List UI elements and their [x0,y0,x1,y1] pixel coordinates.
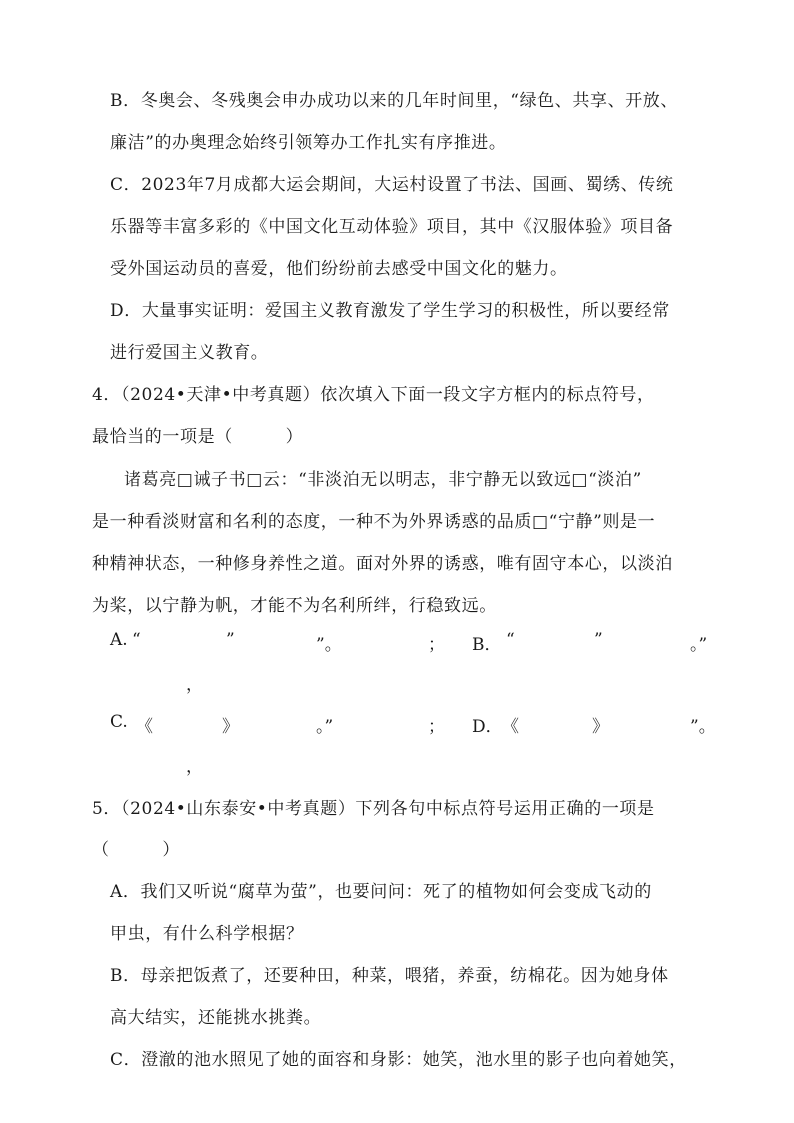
q4-option-d-label: D． [472,717,503,737]
q4-option-c-mark: 。” [316,717,334,737]
q5-option-b-line2: 高大结实，还能挑水挑粪。 [110,1008,322,1028]
q4-passage-line2: 是一种看淡财富和名利的态度，一种不为外界诱惑的品质□“宁静”则是一 [92,512,656,532]
q4-passage-line1: 诸葛亮□诫子书□云：“非淡泊无以明志，非宁静无以致远□“淡泊” [124,470,642,490]
q4-option-d-mark: 》 [592,717,609,737]
q5-option-b-line1: B．母亲把饭煮了，还要种田，种菜，喂猪，养蚕，纺棉花。因为她身体 [110,966,669,986]
q4-option-d-mark: 《 [502,717,519,737]
q3-option-d-line1: D．大量事实证明：爱国主义教育激发了学生学习的积极性，所以要经常 [110,301,670,321]
q4-option-c-mark: 《 [136,717,153,737]
q3-option-d-line2: 进行爱国主义教育。 [110,343,269,363]
q4-option-b-mark: 。” [690,635,708,655]
q4-stem-line1: 4．（2024•天津•中考真题）依次填入下面一段文字方框内的标点符号， [92,385,655,405]
q4-option-c-label: C. [110,712,128,732]
q4-option-a-mark: ； [428,635,445,655]
q4-option-b-mark: ” [594,630,603,650]
q4-passage-line3: 种精神状态，一种修身养性之道。面对外界的诱惑，唯有固守本心，以淡泊 [92,554,673,574]
q4-option-a-comma: ， [186,675,203,695]
q4-stem-line2: 最恰当的一项是（ ） [92,427,304,447]
q3-option-c-line1: C．2023年7月成都大运会期间，大运村设置了书法、国画、蜀绣、传统 [110,175,674,195]
q4-option-b-mark: “ [506,630,515,650]
q5-stem-line1: 5．（2024•山东泰安•中考真题）下列各句中标点符号运用正确的一项是 [92,799,655,819]
q3-option-c-line2: 乐器等丰富多彩的《中国文化互动体验》项目，其中《汉服体验》项目备 [110,217,674,237]
q5-option-a-line1: A．我们又听说“腐草为萤”，也要问问：死了的植物如何会变成飞动的 [110,882,652,902]
q4-option-a-mark: ” [226,630,235,650]
q4-option-c-mark: ； [428,717,445,737]
q3-option-c-line3: 受外国运动员的喜爱，他们纷纷前去感受中国文化的魅力。 [110,259,568,279]
q5-option-a-line2: 甲虫，有什么科学根据？ [110,924,304,944]
q5-option-c-line1: C．澄澈的池水照见了她的面容和身影：她笑，池水里的影子也向着她笑， [110,1050,687,1070]
q4-option-b-label: B． [472,635,502,655]
q4-option-c-comma: ， [186,757,203,777]
q4-option-a-label: A. [110,630,128,650]
q4-option-a-mark: “ [132,630,141,650]
q4-option-d-mark: ”。 [690,717,716,737]
q3-option-b-line1: B．冬奥会、冬残奥会申办成功以来的几年时间里，“绿色、共享、开放、 [110,91,678,111]
q4-option-c-mark: 》 [222,717,239,737]
q4-passage-line4: 为桨，以宁静为帆，才能不为名利所绊，行稳致远。 [92,596,497,616]
q3-option-b-line2: 廉洁”的办奥理念始终引领筹办工作扎实有序推进。 [110,133,507,153]
q5-stem-line2: （ ） [92,840,180,860]
q4-option-a-mark: ”。 [316,635,342,655]
